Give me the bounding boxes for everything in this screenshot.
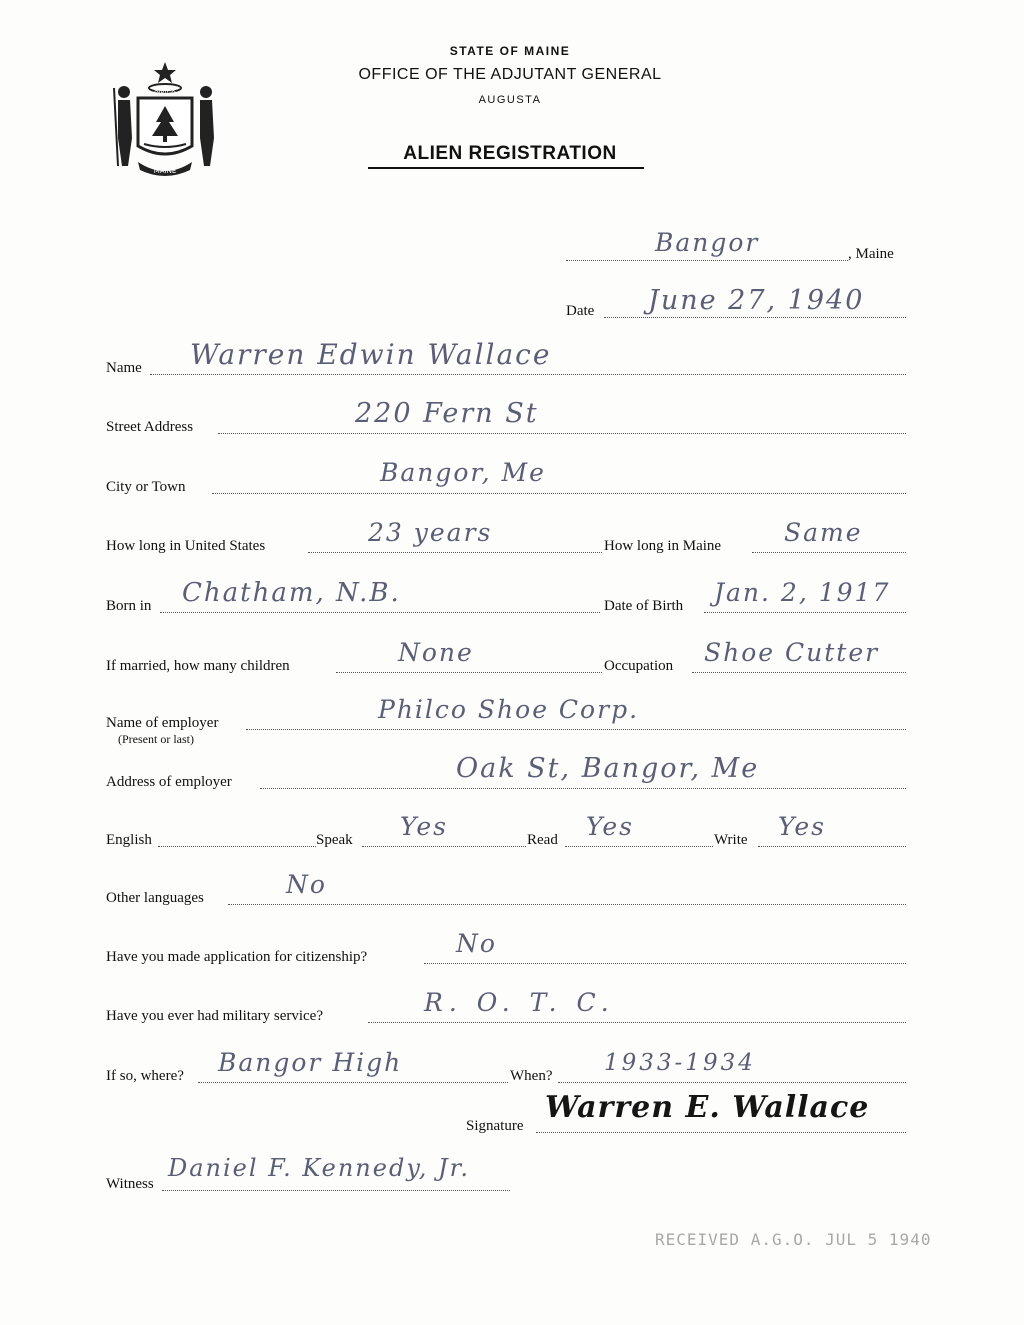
- citizenship-label: Have you made application for citizenship?: [106, 949, 368, 965]
- witness-label: Witness: [106, 1176, 154, 1192]
- how-long-us-line: [308, 552, 602, 553]
- maine-state-seal-icon: [108, 58, 222, 180]
- how-long-us-label: How long in United States: [106, 538, 266, 554]
- how-long-me-label: How long in Maine: [604, 538, 722, 554]
- how-long-me-line: [752, 552, 906, 553]
- born-in-label: Born in: [106, 598, 152, 614]
- received-stamp: RECEIVED A.G.O. JUL 5 1940: [655, 1230, 932, 1249]
- office-heading: OFFICE OF THE ADJUTANT GENERAL: [358, 66, 662, 83]
- when-value: 1933-1934: [604, 1050, 756, 1076]
- city-label: City or Town: [106, 479, 186, 495]
- employer-value: Philco Shoe Corp.: [378, 695, 640, 724]
- date-label: Date: [566, 303, 595, 319]
- citizenship-line: [424, 963, 906, 964]
- write-label: Write: [714, 832, 748, 848]
- place-value: Bangor: [655, 228, 760, 257]
- other-languages-label: Other languages: [106, 890, 204, 906]
- form-title: ALIEN REGISTRATION: [403, 143, 617, 164]
- speak-value: Yes: [400, 812, 448, 841]
- when-label: When?: [510, 1068, 553, 1084]
- other-languages-line: [228, 904, 906, 905]
- employer-address-value: Oak St, Bangor, Me: [456, 753, 760, 784]
- street-label: Street Address: [106, 419, 194, 435]
- how-long-us-value: 23 years: [368, 518, 493, 547]
- where-value: Bangor High: [218, 1048, 403, 1077]
- military-line: [368, 1022, 906, 1023]
- dob-label: Date of Birth: [604, 598, 684, 614]
- city-heading: AUGUSTA: [478, 94, 542, 106]
- speak-label: Speak: [316, 832, 353, 848]
- read-label: Read: [527, 832, 558, 848]
- occupation-line: [692, 672, 906, 673]
- svg-text:MAINE: MAINE: [153, 167, 177, 175]
- occupation-label: Occupation: [604, 658, 674, 674]
- employer-line: [246, 729, 906, 730]
- title-underline: [368, 167, 644, 169]
- where-label: If so, where?: [106, 1068, 184, 1084]
- svg-text:DIRIGO: DIRIGO: [154, 90, 176, 97]
- name-line: [150, 374, 906, 375]
- dob-value: Jan. 2, 1917: [714, 578, 891, 607]
- read-line: [565, 846, 713, 847]
- children-value: None: [398, 638, 474, 667]
- speak-line: [362, 846, 526, 847]
- maine-label: , Maine: [848, 246, 894, 262]
- other-languages-value: No: [286, 870, 327, 899]
- signature-label: Signature: [466, 1118, 524, 1134]
- witness-line: [162, 1190, 510, 1191]
- military-value: R. O. T. C.: [424, 988, 615, 1017]
- employer-label: Name of employer: [106, 715, 219, 731]
- where-line: [198, 1082, 508, 1083]
- children-label: If married, how many children: [106, 658, 290, 674]
- name-value: Warren Edwin Wallace: [190, 338, 552, 371]
- employer-sublabel: (Present or last): [118, 732, 194, 746]
- write-value: Yes: [778, 812, 826, 841]
- write-line: [758, 846, 906, 847]
- employer-address-label: Address of employer: [106, 774, 232, 790]
- witness-value: Daniel F. Kennedy, Jr.: [168, 1154, 471, 1182]
- street-line: [218, 433, 906, 434]
- street-value: 220 Fern St: [355, 398, 539, 429]
- occupation-value: Shoe Cutter: [704, 638, 880, 667]
- read-value: Yes: [586, 812, 634, 841]
- born-in-line: [160, 612, 600, 613]
- citizenship-value: No: [456, 929, 497, 958]
- dob-line: [704, 612, 906, 613]
- military-label: Have you ever had military service?: [106, 1008, 323, 1024]
- date-line: [604, 317, 906, 318]
- how-long-me-value: Same: [784, 518, 863, 547]
- employer-address-line: [260, 788, 906, 789]
- born-in-value: Chatham, N.B.: [182, 578, 401, 608]
- children-line: [336, 672, 602, 673]
- city-value: Bangor, Me: [380, 458, 546, 487]
- city-line: [212, 493, 906, 494]
- state-heading: STATE OF MAINE: [449, 44, 571, 58]
- when-line: [558, 1082, 906, 1083]
- english-line: [158, 846, 316, 847]
- place-line: [566, 260, 848, 261]
- signature-value: Warren E. Wallace: [545, 1090, 870, 1125]
- date-value: June 27, 1940: [648, 285, 865, 316]
- signature-line: [536, 1132, 906, 1133]
- english-label: English: [106, 832, 152, 848]
- name-label: Name: [106, 360, 142, 376]
